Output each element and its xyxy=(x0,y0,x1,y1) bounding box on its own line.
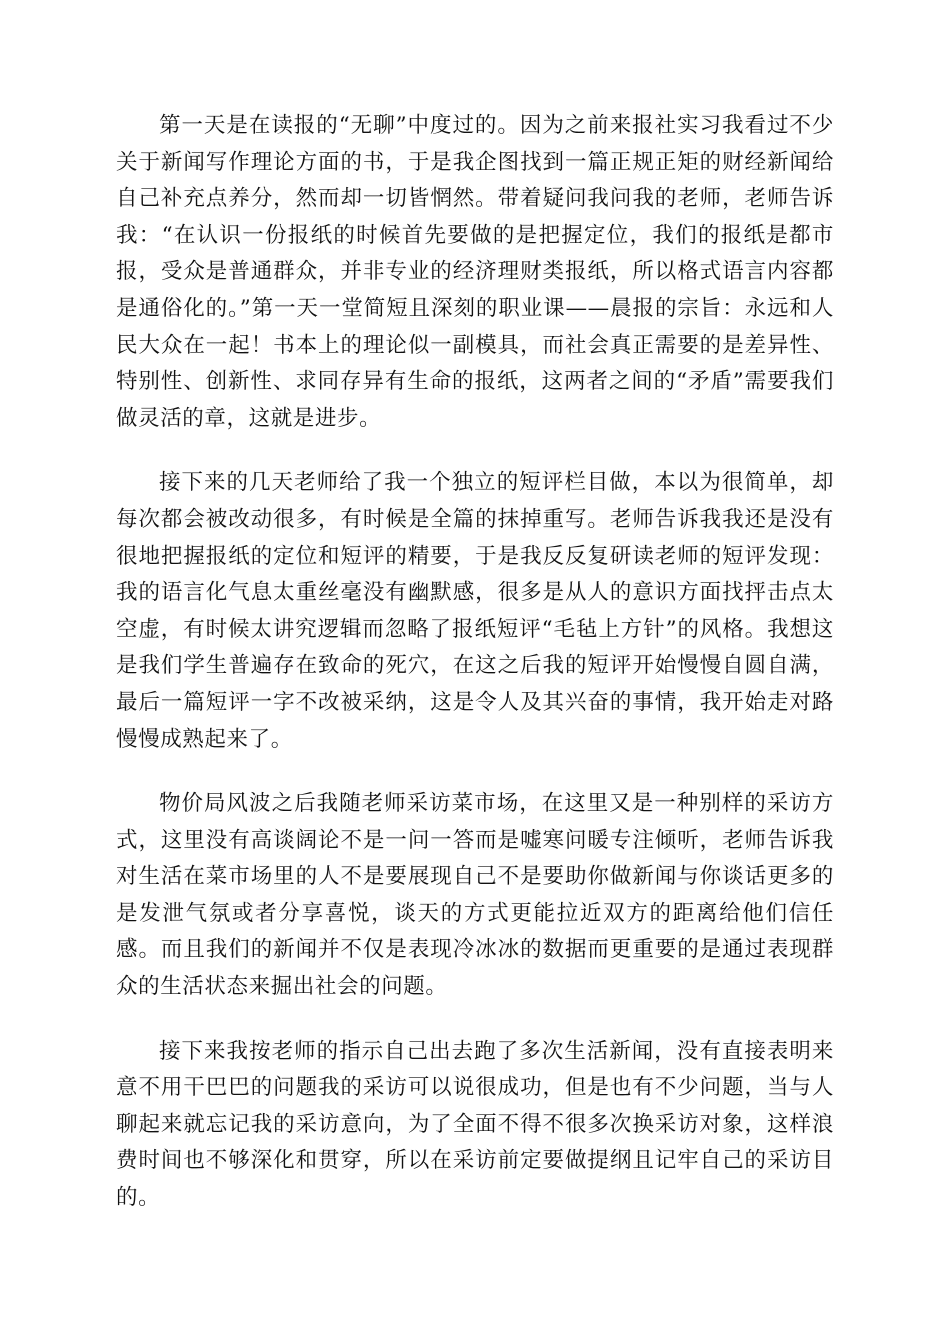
paragraph-2: 接下来的几天老师给了我一个独立的短评栏目做，本以为很简单，却每次都会被改动很多，有时候是全篇的抹掉重写。老师告诉我我还是没有很地把握报纸的定位和短评的精要，于是我反反复研读老师的短评发现：我的语言化气息太重丝毫没有幽默感，很多是从人的意识方面找抨击点太空虚，有时候太讲究逻辑而忽略了报纸短评“毛毡上方针”的风格。我想这是我们学生普遍存在致命的死穴，在这之后我的短评开始慢慢自圆自满，最后一篇短评一字不改被采纳，这是令人及其兴奋的事情，我开始走对路慢慢成熟起来了。 xyxy=(116,470,834,752)
paragraph-4: 接下来我按老师的指示自己出去跑了多次生活新闻，没有直接表明来意不用干巴巴的问题我的采访可以说很成功，但是也有不少问题，当与人聊起来就忘记我的采访意向，为了全面不得不很多次换采访对象，这样浪费时间也不够深化和贯穿，所以在采访前定要做提纲且记牢自己的采访目的。 xyxy=(116,1038,834,1211)
paragraph-1: 第一天是在读报的“无聊”中度过的。因为之前来报社实习我看过不少关于新闻写作理论方面的书，于是我企图找到一篇正规正矩的财经新闻给自己补充点养分，然而却一切皆惘然。带着疑问我问我的老师，老师告诉我：“在认识一份报纸的时候首先要做的是把握定位，我们的报纸是都市报，受众是普通群众，并非专业的经济理财类报纸，所以格式语言内容都是通俗化的。”第一天一堂简短且深刻的职业课——晨报的宗旨：永远和人民大众在一起！书本上的理论似一副模具，而社会真正需要的是差异性、特别性、创新性、求同存异有生命的报纸，这两者之间的“矛盾”需要我们做灵活的章，这就是进步。 xyxy=(116,113,834,431)
document-body xyxy=(116,108,834,1217)
paragraph-3: 物价局风波之后我随老师采访菜市场，在这里又是一种别样的采访方式，这里没有高谈阔论不是一问一答而是嘘寒问暖专注倾听，老师告诉我对生活在菜市场里的人不是要展现自己不是要助你做新闻与你谈话更多的是发泄气氛或者分享喜悦，谈天的方式更能拉近双方的距离给他们信任感。而且我们的新闻并不仅是表现冷冰冰的数据而更重要的是通过表现群众的生活状态来掘出社会的问题。 xyxy=(116,791,834,1000)
